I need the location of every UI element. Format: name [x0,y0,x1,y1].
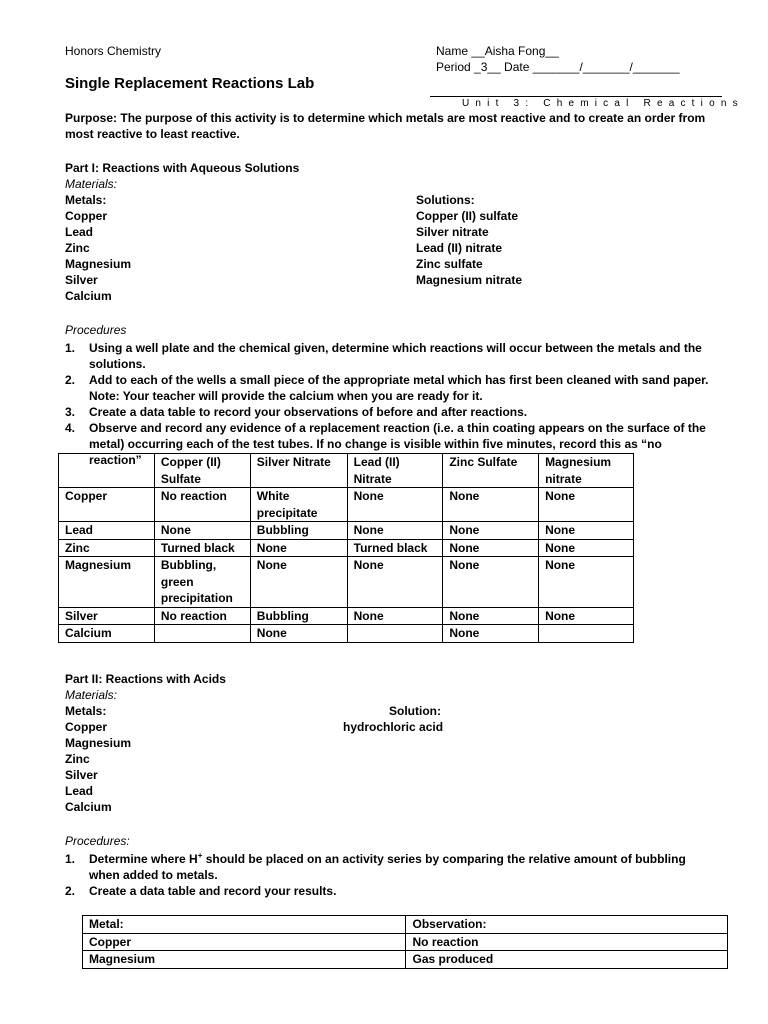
table-cell: None [250,557,347,608]
table-cell: None [250,625,347,643]
table-cell: Zinc [59,539,155,557]
course-name: Honors Chemistry [65,44,162,58]
metals-label: Metals: [65,704,107,718]
purpose-text: The purpose of this activity is to determine which metals are most reactive and to create an order from most reactive to least reactive. [65,111,706,141]
table-cell: Magnesium [83,951,406,969]
step-number: 1. [65,341,76,355]
part1-metals-list [65,192,131,304]
step-number: 2. [65,373,76,387]
table-cell: Bubbling [250,522,347,540]
list-item: Lead (II) nitrate [416,241,503,255]
step-number: 4. [65,421,76,435]
table-cell [347,625,443,643]
table-cell: None [443,488,539,522]
list-item: Silver [65,273,98,287]
list-item: Magnesium [65,257,132,271]
table-cell: None [539,522,634,540]
list-item: Calcium [65,800,112,814]
step-number: 2. [65,884,76,898]
page-title: Single Replacement Reactions Lab [65,75,315,92]
table-cell: None [539,488,634,522]
table-row [59,539,634,557]
table-header-cell: Copper (II) Sulfate [154,454,250,488]
table-cell: None [250,539,347,557]
step-number: 3. [65,405,76,419]
table-cell: Silver [59,607,155,625]
list-item: Zinc [65,752,90,766]
table-cell: None [443,607,539,625]
table-header-cell: Lead (II) Nitrate [347,454,443,488]
table-header-row [59,454,634,488]
table-cell: No reaction [154,607,250,625]
procedure-step [65,372,715,404]
solution-value: hydrochloric acid [343,720,444,734]
step-text-end: should be placed on an activity series by comparing the relative amount of bubbling when added to metals. [89,852,686,882]
step-text-start: Determine where H [89,852,198,866]
table-row [59,625,634,643]
purpose-paragraph [65,110,725,142]
part1-materials-label: Materials: [65,177,118,191]
table-row [83,933,728,951]
list-item: Lead [65,784,94,798]
table-cell: No reaction [406,933,728,951]
list-item: Zinc sulfate [416,257,483,271]
purpose-label: Purpose: [65,111,118,125]
part2-procedures-label: Procedures: [65,834,130,848]
table-cell: Turned black [347,539,443,557]
part2-materials-label: Materials: [65,688,118,702]
student-name-line: Name __Aisha Fong__ [436,44,559,58]
solutions-label: Solutions: [416,193,475,207]
table-cell: None [443,522,539,540]
procedure-step [65,883,715,899]
table-cell: None [347,488,443,522]
part1-results-table [58,453,634,643]
table-row [83,951,728,969]
list-item: Copper [65,720,107,734]
part2-results-table [82,915,728,969]
table-cell: No reaction [154,488,250,522]
table-header-cell: Silver Nitrate [250,454,347,488]
table-cell: Gas produced [406,951,728,969]
table-cell [539,625,634,643]
part1-procedures-label: Procedures [65,323,127,337]
table-header-cell: Metal: [83,916,406,934]
metals-label: Metals: [65,193,107,207]
table-header-row [83,916,728,934]
table-cell: Bubbling, green precipitation [154,557,250,608]
table-row [59,522,634,540]
step-number: 1. [65,852,76,866]
table-cell: None [443,625,539,643]
list-item: Magnesium [65,736,132,750]
list-item: Calcium [65,289,112,303]
table-row [59,557,634,608]
part2-metals-list [65,703,131,815]
procedure-step [65,404,715,420]
table-cell: None [347,557,443,608]
table-cell: None [347,522,443,540]
step-text: Create a data table to record your observations of before and after reactions. [89,405,528,419]
table-cell: None [539,539,634,557]
table-cell: White precipitate [250,488,347,522]
table-cell: None [443,539,539,557]
list-item: Copper (II) sulfate [416,209,519,223]
procedure-step [65,340,715,372]
list-item: Copper [65,209,107,223]
part2-heading: Part II: Reactions with Acids [65,672,226,686]
table-cell: Copper [83,933,406,951]
table-header-cell [59,454,155,488]
table-cell: None [154,522,250,540]
list-item: Magnesium nitrate [416,273,523,287]
step-text: Using a well plate and the chemical given, determine which reactions will occur between the metals and the solutions. [89,341,702,371]
table-cell: None [347,607,443,625]
list-item: Lead [65,225,94,239]
step-text: Create a data table and record your results. [89,884,337,898]
period-date-line: Period _3__ Date _______/_______/_______ [436,60,680,74]
step-text: Observe and record any evidence of a replacement reaction (i.e. a thin coating appears on the surface of the metal) occurring each of the test tubes. If no change is visible within five minutes, record this as “no reaction” [89,421,706,467]
table-header-cell: Observation: [406,916,728,934]
list-item: Silver [65,768,98,782]
part1-procedures-list [65,340,715,468]
list-item: Silver nitrate [416,225,489,239]
part2-procedures-list [65,851,715,899]
table-cell: None [443,557,539,608]
superscript-plus: + [197,851,203,860]
table-cell: Turned black [154,539,250,557]
procedure-step [65,851,715,883]
table-cell: Magnesium [59,557,155,608]
table-cell: None [539,557,634,608]
table-header-cell: Magnesium nitrate [539,454,634,488]
table-row [59,607,634,625]
part1-solutions-list [416,192,522,288]
unit-label: Unit 3: Chemical Reactions [462,98,744,109]
table-cell: Bubbling [250,607,347,625]
solution-label: Solution: [389,704,441,718]
table-cell: Copper [59,488,155,522]
list-item: Zinc [65,241,90,255]
table-header-cell: Zinc Sulfate [443,454,539,488]
table-cell: Lead [59,522,155,540]
step-text: Add to each of the wells a small piece of the appropriate metal which has first been cleaned with sand paper. Note: Your teacher will provide the calcium when you are ready for it. [89,373,709,403]
table-cell: None [539,607,634,625]
part1-heading: Part I: Reactions with Aqueous Solutions [65,161,300,175]
table-cell [154,625,250,643]
table-cell: Calcium [59,625,155,643]
table-row [59,488,634,522]
